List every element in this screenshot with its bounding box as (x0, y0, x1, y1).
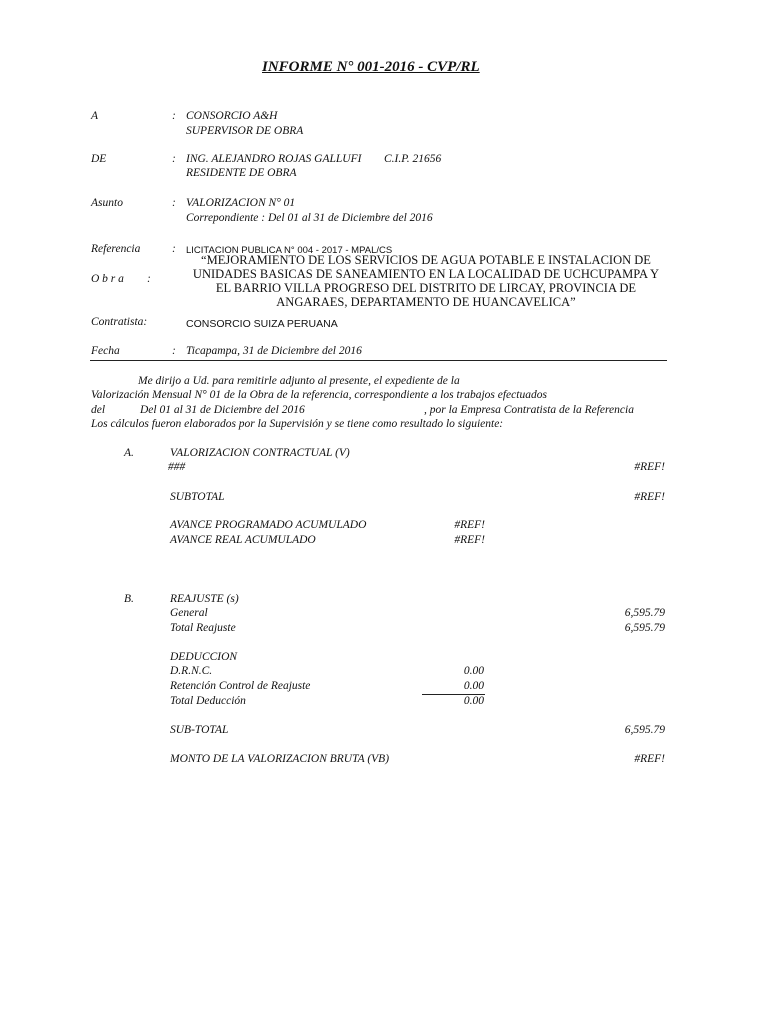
general-value: 6,595.79 (624, 607, 665, 619)
avance-real-value: #REF! (454, 534, 485, 546)
section-a-letter: A. (124, 447, 134, 459)
retencion-label: Retención Control de Reajuste (170, 680, 311, 692)
colon-obra: : (147, 273, 151, 285)
paragraph-line-4: Los cálculos fueron elaborados por la Supervisión y se tiene como resultado lo siguiente: (91, 418, 504, 430)
monto-valorizacion-value: #REF! (634, 753, 665, 765)
paragraph-line-2: Valorización Mensual N° 01 de la Obra de la referencia, correspondiente a los trabajos efectuados (91, 389, 547, 401)
colon-de: : (172, 153, 176, 165)
section-a-subtotal-value: #REF! (634, 491, 665, 503)
header-divider (90, 360, 667, 361)
fecha-value: Ticapampa, 31 de Diciembre del 2016 (186, 345, 362, 357)
drnc-value: 0.00 (463, 665, 484, 677)
de-line1: ING. ALEJANDRO ROJAS GALLUFI (186, 153, 362, 165)
section-a-row1-left: ### (168, 461, 186, 473)
avance-programado-label: AVANCE PROGRAMADO ACUMULADO (170, 519, 367, 531)
de-cip: C.I.P. 21656 (384, 153, 442, 165)
colon-asunto: : (172, 197, 176, 209)
avance-programado-value: #REF! (454, 519, 485, 531)
colon-a: : (172, 110, 176, 122)
paragraph-line-3c: , por la Empresa Contratista de la Referencia (424, 404, 634, 416)
section-b-letter: B. (124, 593, 134, 605)
obra-description: “MEJORAMIENTO DE LOS SERVICIOS DE AGUA POTABLE E INSTALACION DE UNIDADES BASICAS DE SANEAMIENTO EN LA LOCALIDAD DE UCHCUPAMPA Y EL BARRIO VILLA PROGRESO DEL DISTRITO DE LIRCAY, PROVINCIA DE ANGARAES, DEPARTAMENTO DE HUANCAVELICA” (192, 253, 660, 309)
referencia-value: LICITACION PUBLICA N° 004 - 2017 - MPAL/CS (186, 245, 393, 256)
asunto-line2: Correpondiente : Del 01 al 31 de Diciembre del 2016 (186, 212, 433, 224)
monto-valorizacion-label: MONTO DE LA VALORIZACION BRUTA (VB) (170, 753, 390, 765)
label-obra: O b r a (91, 273, 124, 285)
drnc-label: D.R.N.C. (170, 665, 213, 677)
total-deduccion-value: 0.00 (463, 695, 484, 707)
paragraph-line-3b: Del 01 al 31 de Diciembre del 2016 (140, 404, 305, 416)
a-line2: SUPERVISOR DE OBRA (186, 125, 304, 137)
a-line1: CONSORCIO A&H (186, 110, 278, 122)
section-a-title: VALORIZACION CONTRACTUAL (V) (170, 447, 350, 459)
de-line2: RESIDENTE DE OBRA (186, 167, 297, 179)
total-reajuste-label: Total Reajuste (170, 622, 236, 634)
label-de: DE (91, 153, 107, 165)
section-b-subtotal-label: SUB-TOTAL (170, 724, 229, 736)
avance-real-label: AVANCE REAL ACUMULADO (170, 534, 316, 546)
colon-fecha: : (172, 345, 176, 357)
total-deduccion-label: Total Deducción (170, 695, 246, 707)
section-b-title: REAJUSTE (s) (170, 593, 239, 605)
label-fecha: Fecha (91, 345, 120, 357)
general-label: General (170, 607, 208, 619)
paragraph-line-3a: del (91, 404, 106, 416)
report-title: INFORME N° 001-2016 - CVP/RL (262, 59, 480, 75)
retencion-value: 0.00 (463, 680, 484, 692)
colon-referencia: : (172, 243, 176, 255)
section-a-row1-right: #REF! (634, 461, 665, 473)
label-a: A (91, 110, 99, 122)
total-reajuste-value: 6,595.79 (624, 622, 665, 634)
deduccion-title: DEDUCCION (170, 651, 238, 663)
asunto-line1: VALORIZACION N° 01 (186, 197, 296, 209)
contratista-value: CONSORCIO SUIZA PERUANA (186, 318, 338, 330)
label-asunto: Asunto (91, 197, 123, 209)
label-referencia: Referencia (91, 243, 141, 255)
paragraph-line-1: Me dirijo a Ud. para remitirle adjunto al presente, el expediente de la (138, 375, 460, 387)
section-b-subtotal-value: 6,595.79 (624, 724, 665, 736)
section-a-subtotal-label: SUBTOTAL (170, 491, 225, 503)
label-contratista: Contratista: (91, 316, 148, 328)
